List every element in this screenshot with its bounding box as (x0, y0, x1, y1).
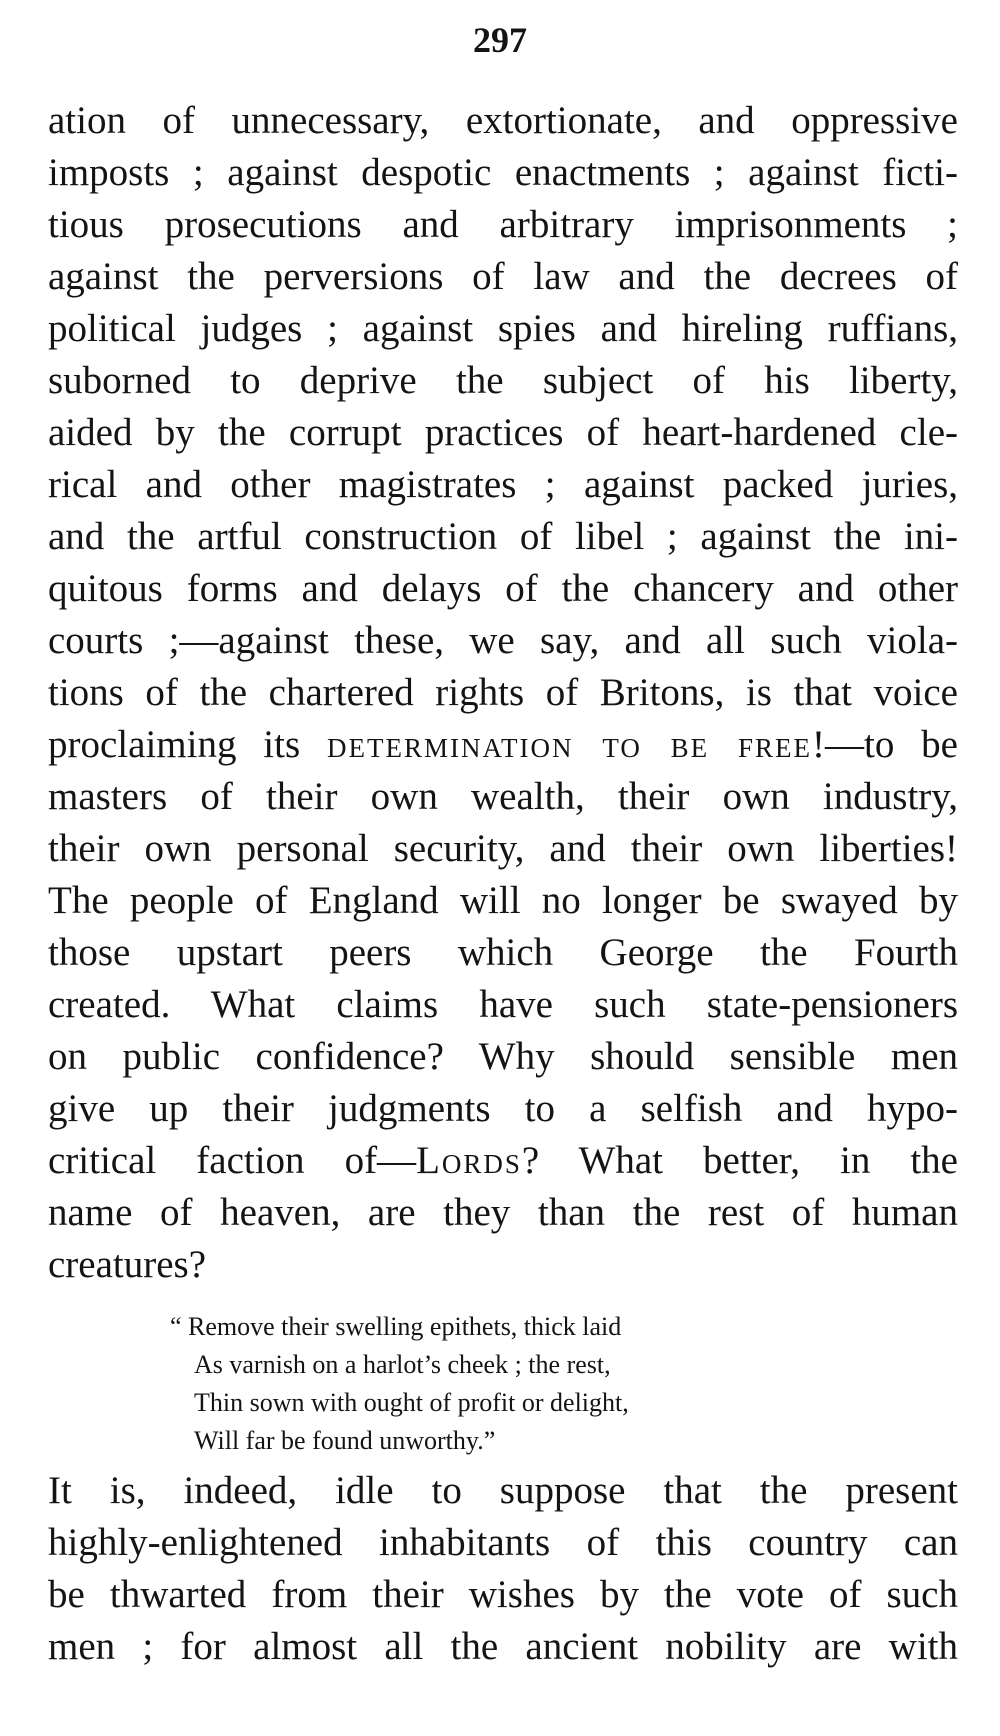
text-line: their own personal security, and their own liberties! (48, 827, 958, 870)
text-segment: ? What better, in the (521, 1139, 958, 1182)
text-line: created. What claims have such state-pensioners (48, 983, 958, 1026)
text-line: suborned to deprive the subject of his liberty, (48, 359, 958, 402)
paragraph-2 (48, 1465, 958, 1673)
text-line: and the artful construction of libel ; against the ini- (48, 515, 958, 558)
quote-line: As varnish on a harlot’s cheek ; the rest, (194, 1350, 611, 1379)
text-line: The people of England will no longer be swayed by (48, 879, 958, 922)
text-line-small-caps (48, 719, 958, 771)
text-line: It is, indeed, idle to suppose that the present (48, 1469, 958, 1512)
text-line: ation of unnecessary, extortionate, and oppressive (48, 99, 958, 142)
text-line: name of heaven, are they than the rest of human (48, 1191, 958, 1234)
quote-line: Will far be found unworthy.” (194, 1426, 496, 1455)
text-line: tious prosecutions and arbitrary imprisonments ; (48, 203, 958, 246)
text-segment: !—to be (812, 723, 958, 766)
small-caps-word: Lords (416, 1139, 522, 1182)
text-line: courts ;—against these, we say, and all such viola- (48, 619, 958, 662)
page-number: 297 (473, 20, 527, 60)
text-line: those upstart peers which George the Fourth (48, 931, 958, 974)
text-segment: critical faction of— (48, 1139, 417, 1182)
quote-line: “ Remove their swelling epithets, thick laid (170, 1312, 622, 1341)
text-line: creatures? (48, 1243, 207, 1286)
text-line: quitous forms and delays of the chancery and other (48, 567, 958, 610)
text-line: give up their judgments to a selfish and hypo- (48, 1087, 958, 1130)
text-line: imposts ; against despotic enactments ; against ficti- (48, 151, 958, 194)
text-line: men ; for almost all the ancient nobility are with (48, 1625, 958, 1668)
text-segment: proclaiming its (48, 723, 327, 766)
quote-line: Thin sown with ought of profit or delight, (194, 1388, 629, 1417)
text-line: be thwarted from their wishes by the vote of such (48, 1573, 958, 1616)
text-line: against the perversions of law and the decrees of (48, 255, 958, 298)
text-line: highly-enlightened inhabitants of this country can (48, 1521, 958, 1564)
text-line: tions of the chartered rights of Britons, is that voice (48, 671, 958, 714)
text-line: masters of their own wealth, their own industry, (48, 775, 958, 818)
text-line: on public confidence? Why should sensible men (48, 1035, 958, 1078)
text-line: rical and other magistrates ; against packed juries, (48, 463, 958, 506)
poetry-quote (170, 1308, 790, 1460)
paragraph-1 (48, 95, 958, 1291)
text-line: political judges ; against spies and hireling ruffians, (48, 307, 958, 350)
small-caps-phrase: determination to be free (327, 723, 813, 766)
text-line-small-caps (48, 1135, 958, 1187)
text-line: aided by the corrupt practices of heart-hardened cle- (48, 411, 958, 454)
